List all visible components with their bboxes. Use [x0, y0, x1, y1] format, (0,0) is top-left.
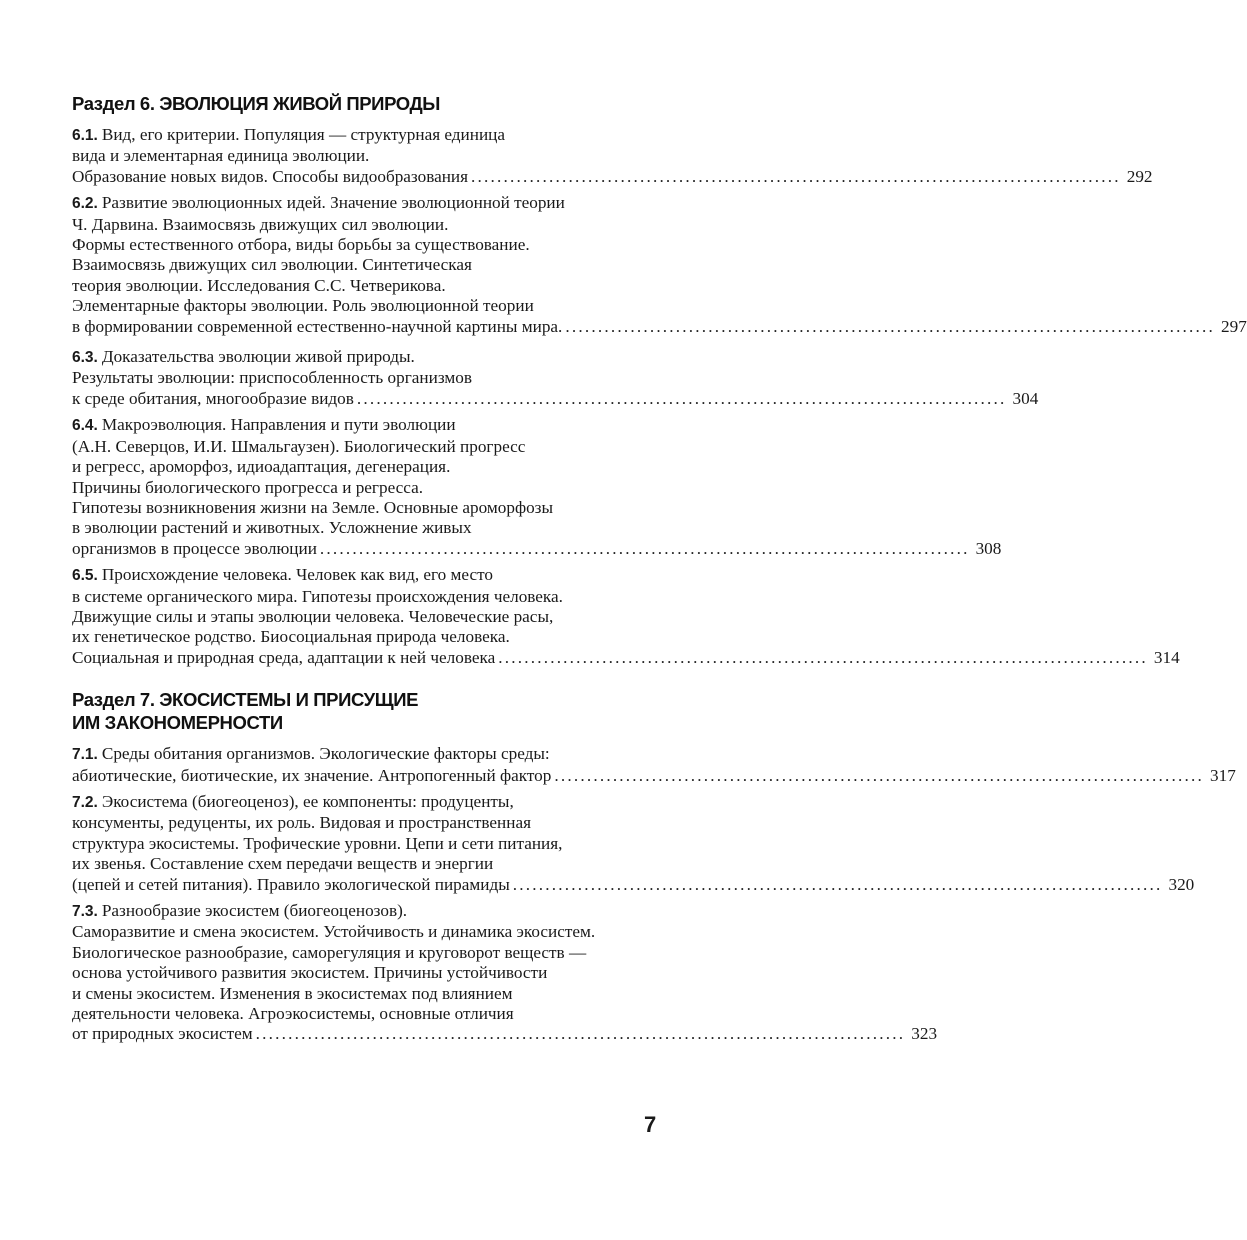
entry-line [72, 193, 662, 214]
section-spacer [72, 674, 662, 688]
toc-entry-7-2[interactable] [72, 791, 1195, 895]
dot-leader: .................................................................................................... [554, 765, 1205, 785]
dot-leader: .................................................................................................... [471, 166, 1121, 186]
section-title-line: Раздел 6. ЭВОЛЮЦИЯ ЖИВОЙ ПРИРОДЫ [72, 93, 441, 114]
entry-text: Доказательства эволюции живой природы. [101, 347, 415, 367]
dot-leader: .................................................................................................... [512, 874, 1163, 894]
entry-line: в эволюции растений и животных. Усложнение живых [72, 518, 472, 538]
entry-line: деятельности человека. Агроэкосистемы, основные отличия [72, 1004, 514, 1024]
entry-number: 6.1. [72, 127, 98, 144]
entry-line: основа устойчивого развития экосистем. Причины устойчивости [72, 963, 548, 983]
entry-line [72, 792, 662, 813]
entry-line [72, 347, 662, 368]
toc-entry-6-2[interactable] [72, 193, 1247, 337]
entry-last-line [72, 765, 1236, 786]
entry-last-line [72, 538, 1002, 559]
entry-text: организмов в процессе эволюции [72, 538, 317, 558]
entry-line: Причины биологического прогресса и регресса. [72, 477, 424, 497]
entry-line: Элементарные факторы эволюции. Роль эволюционной теории [72, 296, 534, 316]
section-7-title [72, 688, 662, 734]
entry-line: структура экосистемы. Трофические уровни. Цепи и сети питания, [72, 833, 563, 853]
entry-line: в системе органического мира. Гипотезы происхождения человека. [72, 586, 563, 606]
entry-line: Взаимосвязь движущих сил эволюции. Синтетическая [72, 255, 472, 275]
entry-number: 6.5. [72, 567, 98, 585]
entry-line: их звенья. Составление схем передачи веществ и энергии [72, 854, 494, 874]
toc-entry-7-1[interactable] [72, 744, 1236, 786]
entry-line: Гипотезы возникновения жизни на Земле. Основные ароморфозы [72, 497, 554, 517]
entry-last-line [72, 316, 1247, 337]
entry-text: (цепей и сетей питания). Правило экологической пирамиды [72, 874, 510, 894]
entry-text: Вид, его критерии. Популяция — структурная единица [101, 125, 505, 144]
page-number: 292 [1126, 166, 1153, 186]
entry-number: 7.3. [72, 903, 98, 920]
entry-line [72, 125, 662, 146]
entry-text: Среды обитания организмов. Экологические факторы среды: [101, 744, 550, 764]
entry-line: (А.Н. Северцов, И.И. Шмальгаузен). Биологический прогресс [72, 436, 526, 456]
page-number: 323 [911, 1024, 938, 1044]
entry-text: от природных экосистем [72, 1024, 253, 1044]
entry-line [72, 744, 662, 765]
entry-text: в формировании современной естественно-научной картины мира. [72, 316, 563, 336]
entry-line [72, 901, 662, 922]
entry-line: и регресс, ароморфоз, идиоадаптация, дегенерация. [72, 457, 451, 477]
entry-number: 7.1. [72, 746, 98, 764]
entry-line: Результаты эволюции: приспособленность организмов [72, 368, 472, 388]
toc-entry-6-5[interactable] [72, 565, 1180, 668]
toc-entry-6-1[interactable] [72, 125, 1153, 187]
entry-line [72, 565, 662, 586]
entry-line: Движущие силы и этапы эволюции человека. Человеческие расы, [72, 606, 554, 626]
entry-last-line [72, 647, 1180, 668]
entry-text: Экосистема (биогеоценоз), ее компоненты: продуценты, [101, 791, 514, 811]
dot-leader: .................................................................................................... [498, 647, 1148, 667]
dot-leader: .................................................................................................... [356, 388, 1007, 408]
entry-line: Саморазвитие и смена экосистем. Устойчивость и динамика экосистем. [72, 922, 596, 942]
entry-line: вида и элементарная единица эволюции. [72, 146, 370, 166]
entry-text: абиотические, биотические, их значение. Антропогенный фактор [72, 765, 552, 785]
entry-text: к среде обитания, многообразие видов [72, 388, 354, 408]
entry-text: Происхождение человека. Человек как вид, его место [101, 565, 493, 585]
page-number: 320 [1168, 874, 1195, 894]
page-number: 308 [975, 538, 1002, 558]
dot-leader: .................................................................................................... [565, 316, 1216, 336]
toc-entry-6-4[interactable] [72, 415, 1002, 559]
section-title-line: ИМ ЗАКОНОМЕРНОСТИ [72, 712, 283, 734]
entry-line [72, 415, 662, 436]
page-number: 317 [1210, 765, 1236, 785]
entry-text: Макроэволюция. Направления и пути эволюции [101, 415, 456, 435]
entry-line: Формы естественного отбора, виды борьбы за существование. [72, 235, 530, 255]
entry-line: теория эволюции. Исследования С.С. Четверикова. [72, 275, 446, 295]
entry-line: Биологическое разнообразие, саморегуляция и круговорот веществ — [72, 942, 587, 962]
entry-number: 6.2. [72, 195, 98, 213]
entry-number: 6.3. [72, 349, 98, 367]
section-6-title [72, 92, 662, 115]
entry-text: Социальная и природная среда, адаптации к ней человека [72, 647, 496, 667]
entry-last-line [72, 1024, 938, 1044]
page-number: 304 [1012, 388, 1039, 408]
entry-text: Развитие эволюционных идей. Значение эволюционной теории [101, 193, 565, 213]
entry-text: Образование новых видов. Способы видообразования [72, 166, 469, 186]
entry-text: Разнообразие экосистем (биогеоценозов). [101, 901, 408, 920]
table-of-contents [72, 92, 1247, 1051]
entry-number: 7.2. [72, 793, 98, 811]
dot-leader: .................................................................................................... [255, 1024, 906, 1044]
page-folio-number: 7 [644, 1112, 657, 1137]
toc-entry-6-3[interactable] [72, 347, 1039, 409]
entry-last-line [72, 166, 1153, 187]
entry-line: их генетическое родство. Биосоциальная природа человека. [72, 627, 510, 647]
section-title-line: Раздел 7. ЭКОСИСТЕМЫ И ПРИСУЩИЕ [72, 689, 419, 711]
entry-line: консументы, редуценты, их роль. Видовая и пространственная [72, 813, 531, 833]
entry-line: Ч. Дарвина. Взаимосвязь движущих сил эволюции. [72, 214, 449, 234]
dot-leader: .................................................................................................... [319, 538, 970, 558]
entry-number: 6.4. [72, 417, 98, 435]
page-number: 297 [1221, 316, 1247, 336]
entry-last-line [72, 388, 1039, 409]
entry-line: и смены экосистем. Изменения в экосистемах под влиянием [72, 983, 513, 1003]
toc-entry-7-3[interactable] [72, 901, 938, 1045]
entry-last-line [72, 874, 1195, 895]
page-number: 314 [1153, 647, 1180, 667]
